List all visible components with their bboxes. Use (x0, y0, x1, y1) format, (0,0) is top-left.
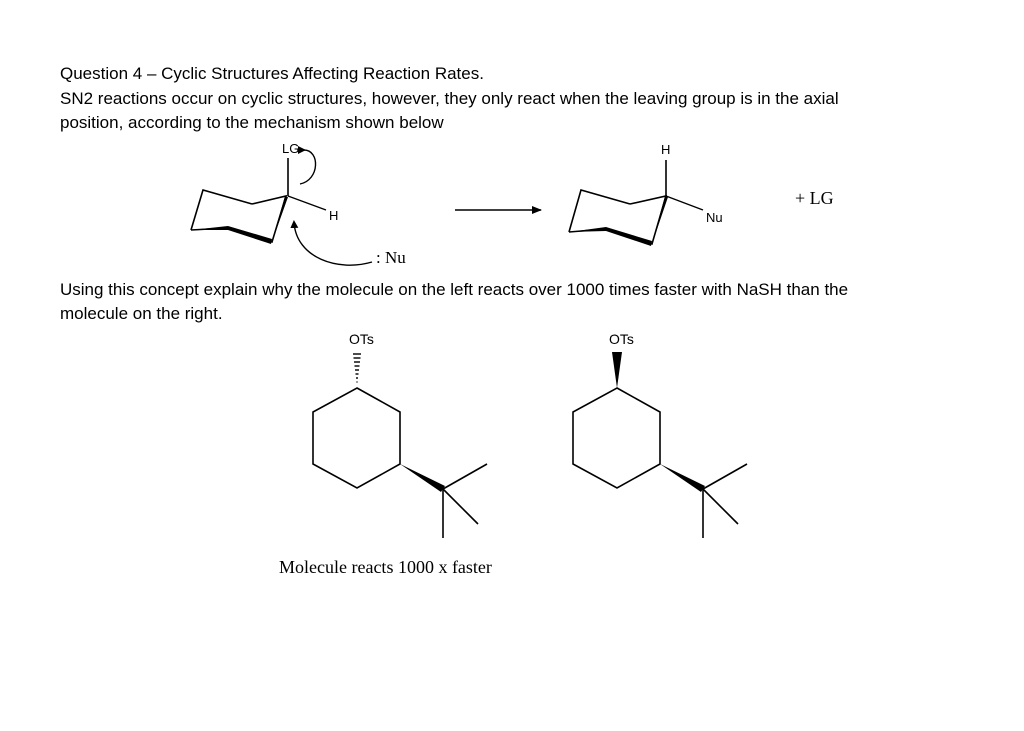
right-ots-label: OTs (609, 331, 634, 347)
reactant-wedge-front-2 (228, 226, 272, 244)
left-tbutyl-wedge (400, 464, 445, 492)
left-ots-label: OTs (349, 331, 374, 347)
reactant-wedge-side (272, 196, 288, 242)
reactant-h-bond (288, 196, 326, 210)
right-tbutyl-wedge (660, 464, 705, 492)
nucleophile-curved-arrow (294, 222, 372, 265)
right-tbutyl-group (703, 464, 747, 538)
product-wedge-front-2 (606, 227, 652, 246)
byproduct-label: + LG (795, 188, 834, 208)
question-line-4: molecule on the right. (60, 304, 223, 323)
right-cyclohexane-ring (573, 388, 660, 488)
reactant-chair (191, 190, 286, 242)
left-cyclohexane-ring (313, 388, 400, 488)
left-hashed-bond (353, 354, 361, 382)
leaving-group-curved-arrow (300, 150, 316, 184)
left-tbutyl-group (443, 464, 487, 538)
reactant-h-label: H (329, 208, 339, 223)
nucleophile-label: : Nu (376, 248, 406, 267)
product-chair (569, 190, 666, 244)
product-nu-bond (666, 196, 703, 210)
reactant-lg-label: LG (282, 141, 300, 156)
question-line-3: Using this concept explain why the molecule on the left reacts over 1000 times faster with NaSH than the (60, 280, 849, 299)
product-nu-label: Nu (706, 210, 723, 225)
question-line-1: SN2 reactions occur on cyclic structures, however, they only react when the leaving group is in the axial (60, 89, 839, 108)
right-wedge-bond (612, 352, 622, 388)
product-wedge-side (652, 196, 668, 244)
product-h-label: H (661, 142, 671, 157)
question-line-2: position, according to the mechanism shown below (60, 113, 444, 132)
left-molecule-caption: Molecule reacts 1000 x faster (279, 557, 492, 577)
question-title: Question 4 – Cyclic Structures Affecting Reaction Rates. (60, 64, 484, 83)
